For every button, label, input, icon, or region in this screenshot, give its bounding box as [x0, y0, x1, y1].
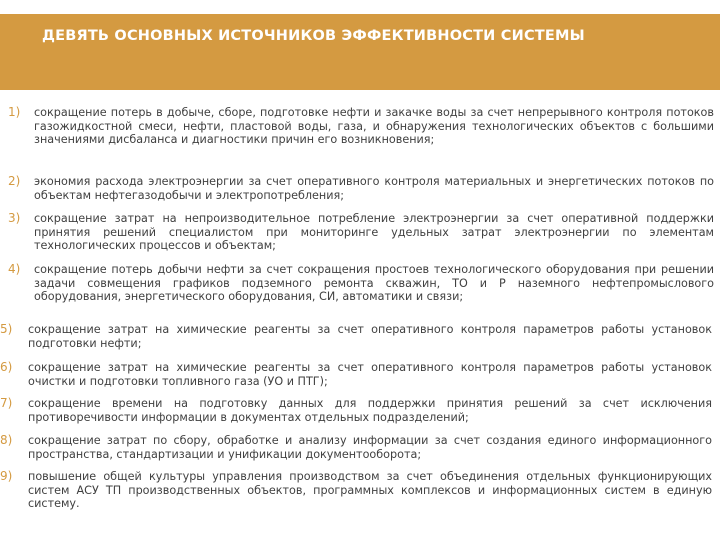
item-number: 7): [0, 396, 13, 410]
header-banner: [0, 14, 720, 90]
list-item-text: экономия расхода электроэнергии за счет оперативного контроля материальных и энергетических потоков по объектам нефтегазодобычи и электропотребления;: [34, 175, 714, 202]
list-item-text: сокращение потерь в добыче, сборе, подготовке нефти и закачке воды за счет непрерывного контроля потоков газожидкостной смеси, нефти, пластовой воды, газа, и обнаружения технологических объектов с большими значениями дисбаланса и диагностики причин его возникновения;: [34, 106, 714, 147]
item-number: 3): [8, 211, 21, 225]
item-number: 2): [8, 174, 21, 188]
item-number: 1): [8, 105, 21, 119]
item-number: 4): [8, 262, 21, 276]
list-item-text: сокращение времени на подготовку данных для поддержки принятия решений за счет исключения противоречивости информации в документах отдельных подразделений;: [28, 397, 712, 424]
list-item-text: сокращение затрат на непроизводительное потребление электроэнергии за счет оперативной поддержки принятия решений специалистом при мониторинге удельных затрат электроэнергии по элементам технологических процессов и объектам;: [34, 212, 714, 253]
list-item-text: сокращение затрат по сбору, обработке и анализу информации за счет создания единого информационного пространства, стандартизации и унификации документооборота;: [28, 434, 712, 461]
list-item-text: сокращение затрат на химические реагенты за счет оперативного контроля параметров работы установок подготовки нефти;: [28, 323, 712, 350]
item-number: 9): [0, 469, 13, 483]
item-number: 8): [0, 433, 13, 447]
list-item-text: сокращение потерь добычи нефти за счет сокращения простоев технологического оборудования при решении задачи совмещения графиков подземного ремонта скважин, ТО и Р наземного нефтепромыслового оборудования, энергетического оборудования, СИ, автоматики и связи;: [34, 263, 714, 304]
list-item-text: сокращение затрат на химические реагенты за счет оперативного контроля параметров работы установок очистки и подготовки топливного газа (УО и ПТГ);: [28, 361, 712, 388]
list-item-text: повышение общей культуры управления производством за счет объединения отдельных функционирующих систем АСУ ТП производственных объектов, программных комплексов и информационных систем в единую систему.: [28, 470, 712, 511]
page-title: ДЕВЯТЬ ОСНОВНЫХ ИСТОЧНИКОВ ЭФФЕКТИВНОСТИ СИСТЕМЫ: [42, 28, 585, 44]
item-number: 5): [0, 322, 13, 336]
item-number: 6): [0, 360, 13, 374]
